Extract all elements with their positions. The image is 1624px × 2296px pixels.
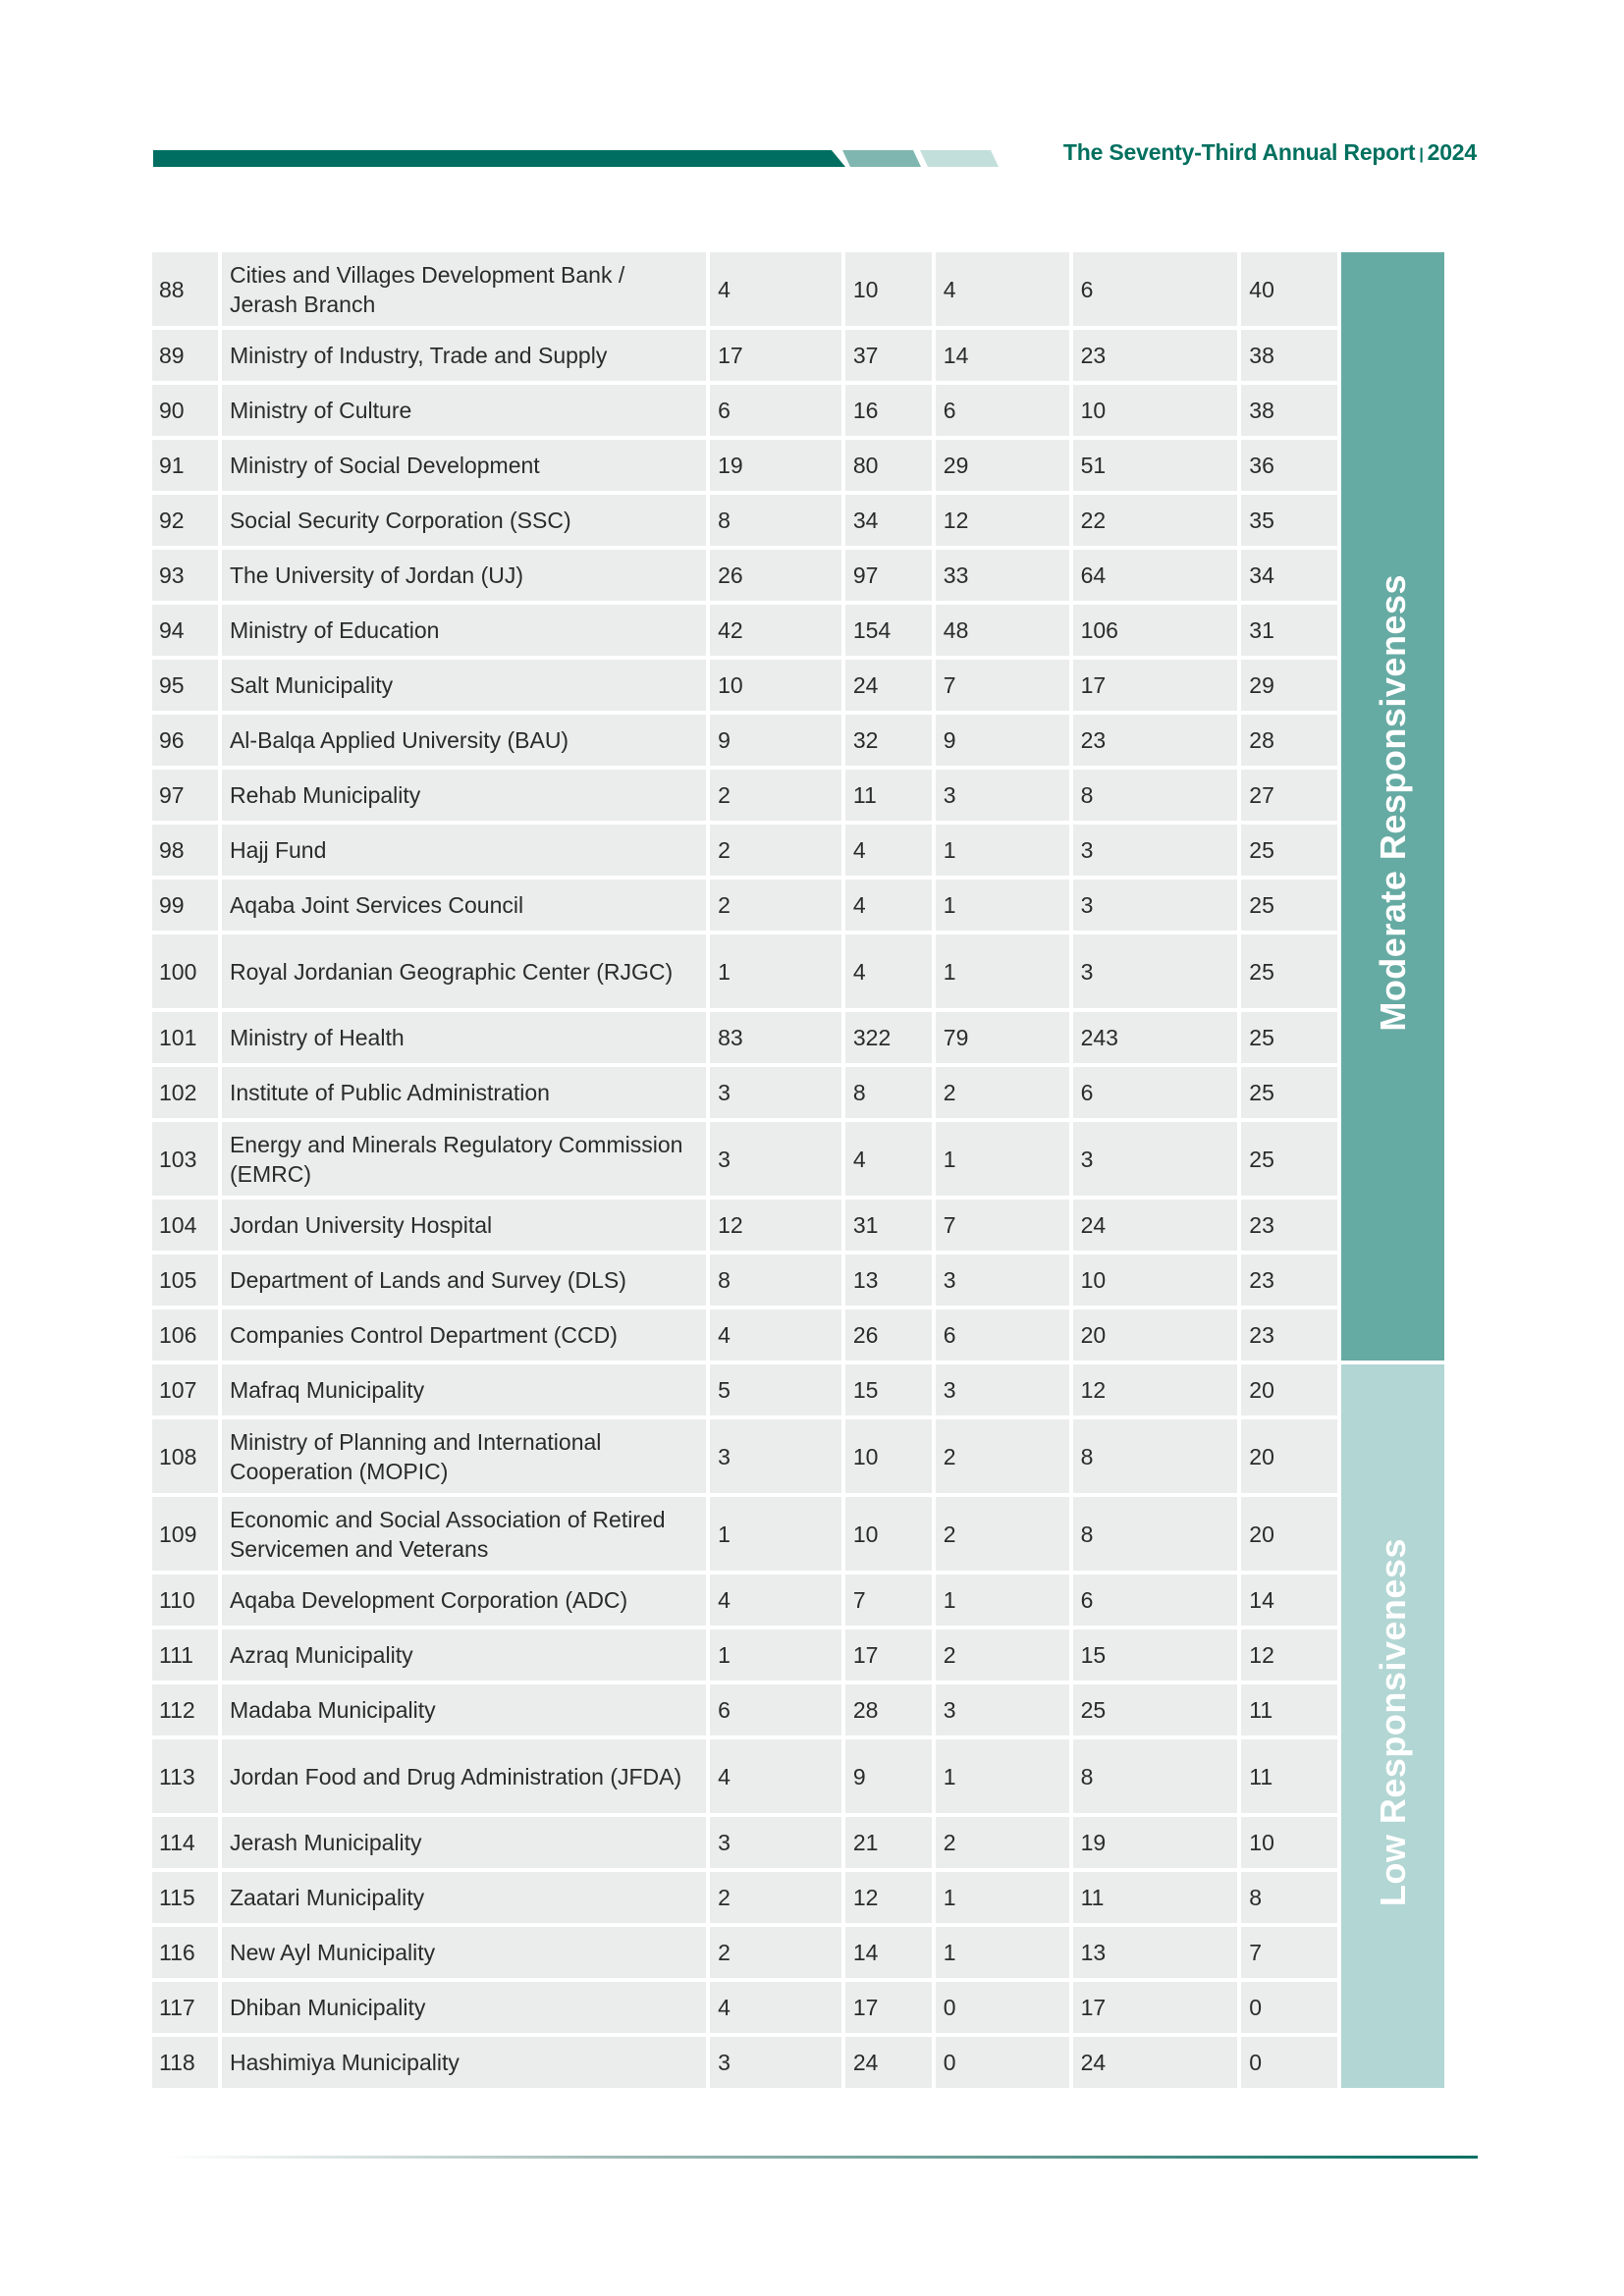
percentage-cell: 20 bbox=[1241, 1364, 1337, 1415]
value-cell-1: 3 bbox=[710, 2037, 841, 2088]
percentage-cell: 36 bbox=[1241, 440, 1337, 491]
entity-name-cell: Social Security Corporation (SSC) bbox=[222, 495, 706, 546]
value-cell-1: 2 bbox=[710, 770, 841, 821]
value-cell-1: 8 bbox=[710, 1255, 841, 1306]
value-cell-3: 3 bbox=[936, 770, 1069, 821]
entity-name-cell: Energy and Minerals Regulatory Commission (EMRC) bbox=[222, 1122, 706, 1196]
value-cell-4: 23 bbox=[1073, 715, 1238, 766]
responsiveness-table bbox=[148, 248, 1448, 2092]
value-cell-1: 1 bbox=[710, 1629, 841, 1681]
rank-cell: 104 bbox=[152, 1200, 218, 1251]
band-moderate-responsiveness bbox=[1341, 252, 1444, 1361]
entity-name-cell: Ministry of Culture bbox=[222, 385, 706, 436]
percentage-cell: 34 bbox=[1241, 550, 1337, 601]
value-cell-2: 24 bbox=[845, 660, 932, 711]
entity-name-cell: Azraq Municipality bbox=[222, 1629, 706, 1681]
value-cell-4: 10 bbox=[1073, 1255, 1238, 1306]
value-cell-4: 24 bbox=[1073, 1200, 1238, 1251]
value-cell-2: 14 bbox=[845, 1927, 932, 1978]
value-cell-3: 2 bbox=[936, 1419, 1069, 1493]
value-cell-1: 4 bbox=[710, 1739, 841, 1813]
rank-cell: 112 bbox=[152, 1684, 218, 1735]
table-row bbox=[152, 1684, 1444, 1735]
value-cell-4: 11 bbox=[1073, 1872, 1238, 1923]
value-cell-1: 4 bbox=[710, 1309, 841, 1361]
table-body bbox=[152, 252, 1444, 2088]
table-row bbox=[152, 440, 1444, 491]
value-cell-1: 42 bbox=[710, 605, 841, 656]
value-cell-4: 22 bbox=[1073, 495, 1238, 546]
percentage-cell: 40 bbox=[1241, 252, 1337, 326]
value-cell-2: 11 bbox=[845, 770, 932, 821]
value-cell-1: 9 bbox=[710, 715, 841, 766]
percentage-cell: 31 bbox=[1241, 605, 1337, 656]
value-cell-2: 80 bbox=[845, 440, 932, 491]
entity-name-cell: Hajj Fund bbox=[222, 825, 706, 876]
value-cell-1: 6 bbox=[710, 385, 841, 436]
rank-cell: 99 bbox=[152, 880, 218, 931]
value-cell-3: 2 bbox=[936, 1629, 1069, 1681]
rank-cell: 89 bbox=[152, 330, 218, 381]
report-title-text: The Seventy-Third Annual Report bbox=[1062, 139, 1416, 165]
table-row bbox=[152, 1982, 1444, 2033]
value-cell-2: 4 bbox=[845, 880, 932, 931]
value-cell-1: 1 bbox=[710, 934, 841, 1008]
value-cell-3: 2 bbox=[936, 1067, 1069, 1118]
rank-cell: 100 bbox=[152, 934, 218, 1008]
percentage-cell: 8 bbox=[1241, 1872, 1337, 1923]
percentage-cell: 12 bbox=[1241, 1629, 1337, 1681]
value-cell-2: 97 bbox=[845, 550, 932, 601]
percentage-cell: 0 bbox=[1241, 2037, 1337, 2088]
table-row bbox=[152, 605, 1444, 656]
table-row bbox=[152, 1067, 1444, 1118]
value-cell-3: 0 bbox=[936, 2037, 1069, 2088]
percentage-cell: 35 bbox=[1241, 495, 1337, 546]
value-cell-2: 17 bbox=[845, 1982, 932, 2033]
percentage-cell: 10 bbox=[1241, 1817, 1337, 1868]
value-cell-1: 26 bbox=[710, 550, 841, 601]
table-row bbox=[152, 880, 1444, 931]
value-cell-3: 1 bbox=[936, 825, 1069, 876]
value-cell-3: 4 bbox=[936, 252, 1069, 326]
value-cell-2: 9 bbox=[845, 1739, 932, 1813]
value-cell-2: 4 bbox=[845, 825, 932, 876]
percentage-cell: 27 bbox=[1241, 770, 1337, 821]
entity-name-cell: New Ayl Municipality bbox=[222, 1927, 706, 1978]
percentage-cell: 23 bbox=[1241, 1200, 1337, 1251]
value-cell-2: 4 bbox=[845, 934, 932, 1008]
entity-name-cell: Ministry of Education bbox=[222, 605, 706, 656]
value-cell-2: 34 bbox=[845, 495, 932, 546]
rank-cell: 115 bbox=[152, 1872, 218, 1923]
value-cell-2: 13 bbox=[845, 1255, 932, 1306]
entity-name-cell: Rehab Municipality bbox=[222, 770, 706, 821]
rank-cell: 106 bbox=[152, 1309, 218, 1361]
value-cell-2: 24 bbox=[845, 2037, 932, 2088]
value-cell-1: 2 bbox=[710, 1872, 841, 1923]
table-row bbox=[152, 660, 1444, 711]
table-row bbox=[152, 1497, 1444, 1571]
value-cell-2: 154 bbox=[845, 605, 932, 656]
percentage-cell: 11 bbox=[1241, 1739, 1337, 1813]
entity-name-cell: Hashimiya Municipality bbox=[222, 2037, 706, 2088]
table-row bbox=[152, 550, 1444, 601]
rank-cell: 111 bbox=[152, 1629, 218, 1681]
value-cell-3: 1 bbox=[936, 934, 1069, 1008]
rank-cell: 105 bbox=[152, 1255, 218, 1306]
entity-name-cell: Ministry of Social Development bbox=[222, 440, 706, 491]
table-row bbox=[152, 1255, 1444, 1306]
value-cell-3: 2 bbox=[936, 1497, 1069, 1571]
table-row bbox=[152, 495, 1444, 546]
header-accent-bar-dark bbox=[153, 150, 845, 167]
header-accent-bar-mid bbox=[842, 150, 921, 167]
percentage-cell: 29 bbox=[1241, 660, 1337, 711]
report-year: 2024 bbox=[1427, 139, 1477, 165]
value-cell-3: 12 bbox=[936, 495, 1069, 546]
value-cell-3: 3 bbox=[936, 1364, 1069, 1415]
rank-cell: 102 bbox=[152, 1067, 218, 1118]
rank-cell: 98 bbox=[152, 825, 218, 876]
percentage-cell: 25 bbox=[1241, 1122, 1337, 1196]
band-low-responsiveness bbox=[1341, 1364, 1444, 2088]
table-row bbox=[152, 770, 1444, 821]
value-cell-2: 322 bbox=[845, 1012, 932, 1063]
table-row bbox=[152, 1364, 1444, 1415]
rank-cell: 92 bbox=[152, 495, 218, 546]
value-cell-4: 6 bbox=[1073, 1067, 1238, 1118]
value-cell-1: 10 bbox=[710, 660, 841, 711]
value-cell-4: 13 bbox=[1073, 1927, 1238, 1978]
rank-cell: 97 bbox=[152, 770, 218, 821]
entity-name-cell: Jordan University Hospital bbox=[222, 1200, 706, 1251]
entity-name-cell: The University of Jordan (UJ) bbox=[222, 550, 706, 601]
table-row bbox=[152, 1739, 1444, 1813]
rank-cell: 95 bbox=[152, 660, 218, 711]
rank-cell: 101 bbox=[152, 1012, 218, 1063]
percentage-cell: 25 bbox=[1241, 934, 1337, 1008]
value-cell-4: 17 bbox=[1073, 1982, 1238, 2033]
entity-name-cell: Salt Municipality bbox=[222, 660, 706, 711]
percentage-cell: 20 bbox=[1241, 1497, 1337, 1571]
percentage-cell: 7 bbox=[1241, 1927, 1337, 1978]
value-cell-4: 8 bbox=[1073, 1497, 1238, 1571]
value-cell-3: 7 bbox=[936, 660, 1069, 711]
value-cell-1: 19 bbox=[710, 440, 841, 491]
rank-cell: 103 bbox=[152, 1122, 218, 1196]
value-cell-1: 4 bbox=[710, 1575, 841, 1626]
entity-name-cell: Ministry of Industry, Trade and Supply bbox=[222, 330, 706, 381]
value-cell-3: 9 bbox=[936, 715, 1069, 766]
value-cell-4: 6 bbox=[1073, 1575, 1238, 1626]
table-row bbox=[152, 1012, 1444, 1063]
value-cell-2: 16 bbox=[845, 385, 932, 436]
value-cell-1: 4 bbox=[710, 252, 841, 326]
band-label: Low Responsiveness bbox=[1372, 1538, 1413, 1907]
rank-cell: 88 bbox=[152, 252, 218, 326]
value-cell-1: 8 bbox=[710, 495, 841, 546]
percentage-cell: 14 bbox=[1241, 1575, 1337, 1626]
value-cell-4: 3 bbox=[1073, 934, 1238, 1008]
value-cell-1: 4 bbox=[710, 1982, 841, 2033]
value-cell-4: 24 bbox=[1073, 2037, 1238, 2088]
percentage-cell: 11 bbox=[1241, 1684, 1337, 1735]
value-cell-2: 4 bbox=[845, 1122, 932, 1196]
rank-cell: 110 bbox=[152, 1575, 218, 1626]
value-cell-2: 15 bbox=[845, 1364, 932, 1415]
value-cell-2: 12 bbox=[845, 1872, 932, 1923]
rank-cell: 117 bbox=[152, 1982, 218, 2033]
value-cell-1: 3 bbox=[710, 1122, 841, 1196]
value-cell-4: 6 bbox=[1073, 252, 1238, 326]
value-cell-2: 7 bbox=[845, 1575, 932, 1626]
rank-cell: 118 bbox=[152, 2037, 218, 2088]
value-cell-1: 5 bbox=[710, 1364, 841, 1415]
value-cell-2: 10 bbox=[845, 252, 932, 326]
value-cell-1: 1 bbox=[710, 1497, 841, 1571]
value-cell-1: 6 bbox=[710, 1684, 841, 1735]
entity-name-cell: Dhiban Municipality bbox=[222, 1982, 706, 2033]
table-row bbox=[152, 385, 1444, 436]
table-row bbox=[152, 252, 1444, 326]
rank-cell: 109 bbox=[152, 1497, 218, 1571]
table-row bbox=[152, 715, 1444, 766]
table-row bbox=[152, 934, 1444, 1008]
value-cell-4: 8 bbox=[1073, 1419, 1238, 1493]
value-cell-4: 10 bbox=[1073, 385, 1238, 436]
value-cell-4: 106 bbox=[1073, 605, 1238, 656]
percentage-cell: 25 bbox=[1241, 825, 1337, 876]
table-row bbox=[152, 1122, 1444, 1196]
table-row bbox=[152, 330, 1444, 381]
value-cell-3: 48 bbox=[936, 605, 1069, 656]
entity-name-cell: Jerash Municipality bbox=[222, 1817, 706, 1868]
value-cell-3: 3 bbox=[936, 1684, 1069, 1735]
table-row bbox=[152, 1817, 1444, 1868]
report-title bbox=[1063, 139, 1477, 166]
value-cell-3: 33 bbox=[936, 550, 1069, 601]
percentage-cell: 0 bbox=[1241, 1982, 1337, 2033]
rank-cell: 114 bbox=[152, 1817, 218, 1868]
value-cell-2: 10 bbox=[845, 1419, 932, 1493]
value-cell-3: 79 bbox=[936, 1012, 1069, 1063]
value-cell-1: 2 bbox=[710, 825, 841, 876]
entity-name-cell: Institute of Public Administration bbox=[222, 1067, 706, 1118]
entity-name-cell: Royal Jordanian Geographic Center (RJGC) bbox=[222, 934, 706, 1008]
value-cell-2: 8 bbox=[845, 1067, 932, 1118]
value-cell-2: 26 bbox=[845, 1309, 932, 1361]
value-cell-1: 12 bbox=[710, 1200, 841, 1251]
value-cell-1: 17 bbox=[710, 330, 841, 381]
value-cell-3: 1 bbox=[936, 1927, 1069, 1978]
value-cell-4: 20 bbox=[1073, 1309, 1238, 1361]
value-cell-1: 3 bbox=[710, 1419, 841, 1493]
entity-name-cell: Zaatari Municipality bbox=[222, 1872, 706, 1923]
table-row bbox=[152, 2037, 1444, 2088]
table-row bbox=[152, 1872, 1444, 1923]
value-cell-4: 64 bbox=[1073, 550, 1238, 601]
value-cell-3: 0 bbox=[936, 1982, 1069, 2033]
value-cell-4: 51 bbox=[1073, 440, 1238, 491]
percentage-cell: 38 bbox=[1241, 385, 1337, 436]
rank-cell: 96 bbox=[152, 715, 218, 766]
rank-cell: 107 bbox=[152, 1364, 218, 1415]
rank-cell: 93 bbox=[152, 550, 218, 601]
value-cell-4: 3 bbox=[1073, 1122, 1238, 1196]
responsiveness-table-container bbox=[152, 252, 1444, 2088]
entity-name-cell: Ministry of Planning and International Cooperation (MOPIC) bbox=[222, 1419, 706, 1493]
value-cell-1: 3 bbox=[710, 1817, 841, 1868]
entity-name-cell: Al-Balqa Applied University (BAU) bbox=[222, 715, 706, 766]
value-cell-1: 2 bbox=[710, 1927, 841, 1978]
percentage-cell: 23 bbox=[1241, 1255, 1337, 1306]
value-cell-3: 1 bbox=[936, 880, 1069, 931]
table-row bbox=[152, 1927, 1444, 1978]
rank-cell: 90 bbox=[152, 385, 218, 436]
entity-name-cell: Department of Lands and Survey (DLS) bbox=[222, 1255, 706, 1306]
percentage-cell: 25 bbox=[1241, 1012, 1337, 1063]
entity-name-cell: Aqaba Development Corporation (ADC) bbox=[222, 1575, 706, 1626]
table-row bbox=[152, 1419, 1444, 1493]
value-cell-4: 243 bbox=[1073, 1012, 1238, 1063]
value-cell-1: 3 bbox=[710, 1067, 841, 1118]
value-cell-2: 31 bbox=[845, 1200, 932, 1251]
value-cell-3: 1 bbox=[936, 1122, 1069, 1196]
value-cell-1: 83 bbox=[710, 1012, 841, 1063]
value-cell-1: 2 bbox=[710, 880, 841, 931]
title-separator: | bbox=[1419, 146, 1424, 163]
value-cell-3: 6 bbox=[936, 385, 1069, 436]
value-cell-2: 28 bbox=[845, 1684, 932, 1735]
band-label: Moderate Responsiveness bbox=[1372, 574, 1413, 1032]
value-cell-2: 17 bbox=[845, 1629, 932, 1681]
value-cell-4: 8 bbox=[1073, 1739, 1238, 1813]
value-cell-4: 3 bbox=[1073, 825, 1238, 876]
table-row bbox=[152, 1309, 1444, 1361]
value-cell-3: 1 bbox=[936, 1872, 1069, 1923]
rank-cell: 91 bbox=[152, 440, 218, 491]
rank-cell: 94 bbox=[152, 605, 218, 656]
entity-name-cell: Cities and Villages Development Bank / Jerash Branch bbox=[222, 252, 706, 326]
table-row bbox=[152, 1575, 1444, 1626]
percentage-cell: 23 bbox=[1241, 1309, 1337, 1361]
value-cell-2: 21 bbox=[845, 1817, 932, 1868]
value-cell-3: 7 bbox=[936, 1200, 1069, 1251]
header-accent-bar-light bbox=[920, 150, 999, 167]
table-row bbox=[152, 1629, 1444, 1681]
value-cell-3: 1 bbox=[936, 1739, 1069, 1813]
entity-name-cell: Jordan Food and Drug Administration (JFDA) bbox=[222, 1739, 706, 1813]
value-cell-3: 2 bbox=[936, 1817, 1069, 1868]
value-cell-2: 32 bbox=[845, 715, 932, 766]
value-cell-3: 3 bbox=[936, 1255, 1069, 1306]
value-cell-3: 29 bbox=[936, 440, 1069, 491]
table-row bbox=[152, 825, 1444, 876]
value-cell-2: 37 bbox=[845, 330, 932, 381]
value-cell-3: 14 bbox=[936, 330, 1069, 381]
entity-name-cell: Aqaba Joint Services Council bbox=[222, 880, 706, 931]
percentage-cell: 28 bbox=[1241, 715, 1337, 766]
table-row bbox=[152, 1200, 1444, 1251]
entity-name-cell: Madaba Municipality bbox=[222, 1684, 706, 1735]
rank-cell: 116 bbox=[152, 1927, 218, 1978]
footer-divider bbox=[162, 2156, 1478, 2159]
value-cell-4: 3 bbox=[1073, 880, 1238, 931]
percentage-cell: 25 bbox=[1241, 880, 1337, 931]
value-cell-3: 1 bbox=[936, 1575, 1069, 1626]
entity-name-cell: Economic and Social Association of Retired Servicemen and Veterans bbox=[222, 1497, 706, 1571]
value-cell-4: 15 bbox=[1073, 1629, 1238, 1681]
entity-name-cell: Companies Control Department (CCD) bbox=[222, 1309, 706, 1361]
rank-cell: 113 bbox=[152, 1739, 218, 1813]
percentage-cell: 38 bbox=[1241, 330, 1337, 381]
rank-cell: 108 bbox=[152, 1419, 218, 1493]
value-cell-4: 8 bbox=[1073, 770, 1238, 821]
percentage-cell: 25 bbox=[1241, 1067, 1337, 1118]
value-cell-4: 17 bbox=[1073, 660, 1238, 711]
entity-name-cell: Mafraq Municipality bbox=[222, 1364, 706, 1415]
value-cell-4: 25 bbox=[1073, 1684, 1238, 1735]
value-cell-4: 12 bbox=[1073, 1364, 1238, 1415]
value-cell-4: 19 bbox=[1073, 1817, 1238, 1868]
entity-name-cell: Ministry of Health bbox=[222, 1012, 706, 1063]
value-cell-3: 6 bbox=[936, 1309, 1069, 1361]
value-cell-4: 23 bbox=[1073, 330, 1238, 381]
value-cell-2: 10 bbox=[845, 1497, 932, 1571]
percentage-cell: 20 bbox=[1241, 1419, 1337, 1493]
